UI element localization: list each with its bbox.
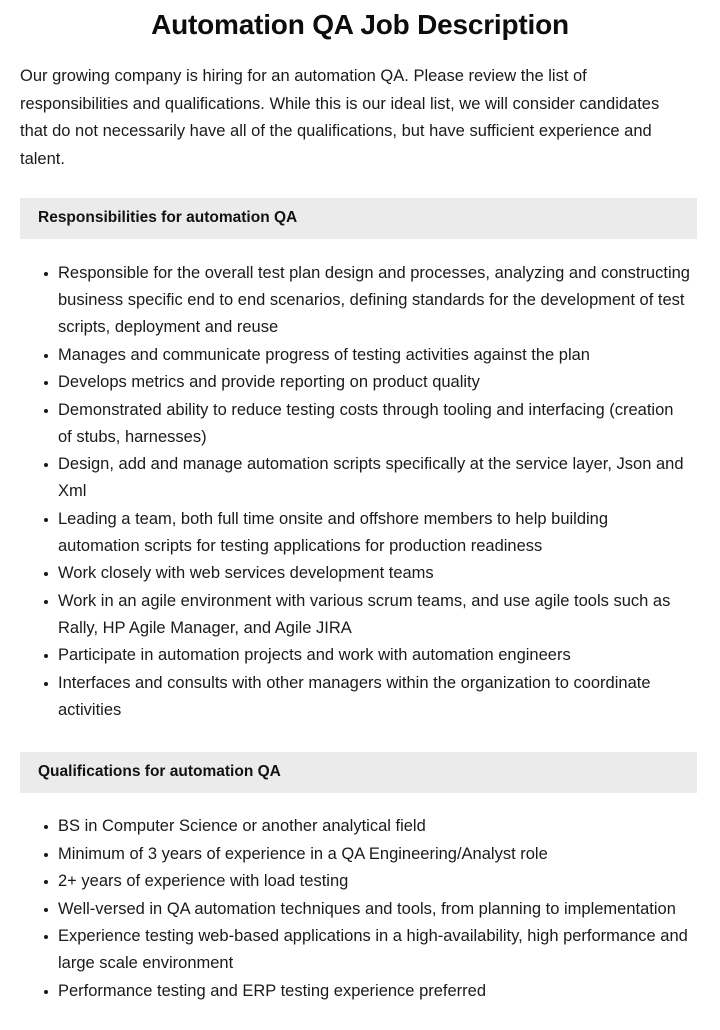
list-item: 2+ years of experience with load testing	[0, 868, 690, 895]
list-item: Performance testing and ERP testing experience preferred	[0, 978, 690, 1005]
list-item: Demonstrated ability to reduce testing costs through tooling and interfacing (creation of stubs, harnesses)	[0, 397, 690, 451]
intro-paragraph: Our growing company is hiring for an automation QA. Please review the list of responsibilities and qualifications. While this is our ideal list, we will consider candidates that do not necessarily have all of the qualifications, but have sufficient experience and talent.	[20, 67, 660, 168]
list-item: Experience testing web-based applications in a high-availability, high performance and large scale environment	[0, 923, 690, 977]
spacer-after-qualifications-heading	[0, 793, 720, 813]
spacer-after-responsibilities-heading	[0, 239, 720, 260]
spacer-before-responsibilities	[0, 173, 720, 198]
page-title: Automation QA Job Description	[151, 9, 569, 40]
list-item: Well-versed in QA automation techniques and tools, from planning to implementation	[0, 896, 690, 923]
section-qualifications	[0, 724, 720, 1005]
list-item: Responsible for the overall test plan design and processes, analyzing and constructing business specific end to end scenarios, defining standards for the development of test scripts, deployment and reuse	[0, 260, 690, 341]
qualifications-list	[0, 813, 720, 1005]
list-item: Minimum of 3 years of experience in a QA Engineering/Analyst role	[0, 841, 690, 868]
section-heading-qualifications: Qualifications for automation QA	[20, 752, 697, 793]
list-item: Work closely with web services development teams	[0, 560, 690, 587]
section-responsibilities	[0, 173, 720, 724]
list-item: Interfaces and consults with other managers within the organization to coordinate activities	[0, 670, 690, 724]
list-item: Design, add and manage automation scripts specifically at the service layer, Json and Xml	[0, 451, 690, 505]
section-heading-responsibilities: Responsibilities for automation QA	[20, 198, 697, 239]
list-item: Participate in automation projects and work with automation engineers	[0, 642, 690, 669]
responsibilities-list	[0, 260, 720, 724]
list-item: Develops metrics and provide reporting on product quality	[0, 369, 690, 396]
list-item: Work in an agile environment with various scrum teams, and use agile tools such as Rally, HP Agile Manager, and Agile JIRA	[0, 588, 690, 642]
list-item: BS in Computer Science or another analytical field	[0, 813, 690, 840]
list-item: Manages and communicate progress of testing activities against the plan	[0, 342, 690, 369]
spacer-before-qualifications	[0, 724, 720, 752]
list-item: Leading a team, both full time onsite and offshore members to help building automation scripts for testing applications for production readiness	[0, 506, 690, 560]
